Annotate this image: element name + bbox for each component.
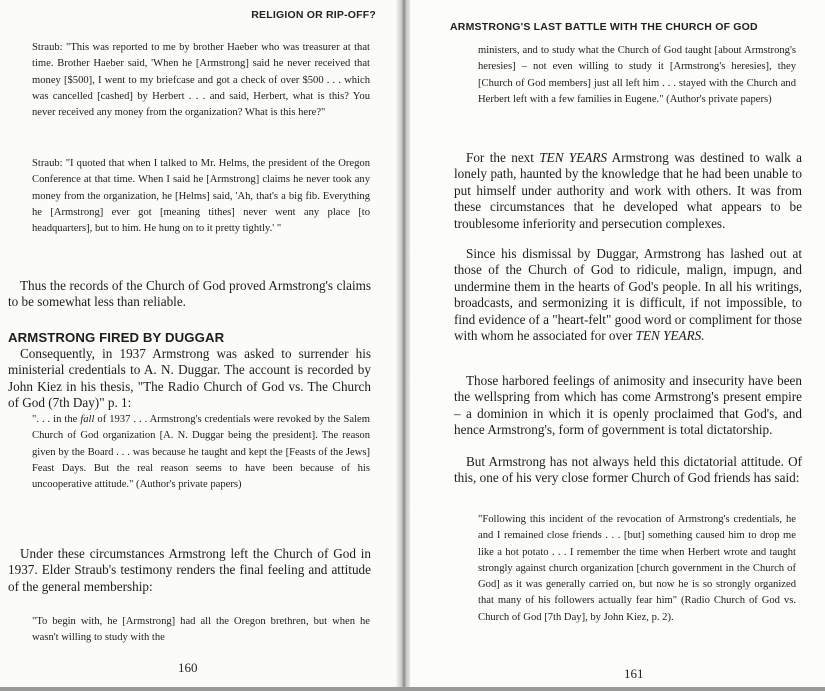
quote-begin-with: "To begin with, he [Armstrong] had all the Oregon brethren, but when he wasn't willing to study with the xyxy=(32,616,370,644)
paragraph-dismissal xyxy=(454,246,802,344)
left-quote-4 xyxy=(32,614,370,647)
right-page xyxy=(410,0,825,691)
para-1-post: Armstrong was destined to walk a lonely path, haunted by the knowledge that he had been unable to put himself under authority and work with others. It was from these circumstances that he developed what appears to be troublesome inferiority and persecution complexes. xyxy=(454,150,803,231)
left-page xyxy=(0,0,398,691)
left-running-header: RELIGION OR RIP-OFF? xyxy=(251,9,376,21)
page-number-right: 161 xyxy=(624,666,644,681)
section-heading: ARMSTRONG FIRED BY DUGGAR xyxy=(8,330,225,345)
right-paragraph-4 xyxy=(454,454,802,487)
right-paragraph-2 xyxy=(454,246,802,344)
left-quote-2 xyxy=(32,156,370,237)
quote-3-post: of 1937 . . . Armstrong's credentials were revoked by the Salem Church of God organization [A. N. Duggar being the president]. The reason given by the Board . . . was because he taught and kept the [Feasts of the Jews] Feast Days. But the real reason seems to have been because of his uncooperative attitude." (Author's private papers) xyxy=(32,414,371,491)
page-number-left: 160 xyxy=(178,660,198,675)
right-paragraph-3 xyxy=(454,373,802,439)
quote-kiez-credentials xyxy=(32,412,370,493)
left-quote-3 xyxy=(32,412,370,493)
left-paragraph-2 xyxy=(8,346,371,412)
right-running-header: ARMSTRONG'S LAST BATTLE WITH THE CHURCH OF GOD xyxy=(450,21,758,33)
quote-ministers: ministers, and to study what the Church of God taught [about Armstrong's heresies] – not even willing to study it [Armstrong's heresies], they [Church of God members] just all left him . . . stayed with the Church and Herbert left with a few families in Eugene." (Author's private papers) xyxy=(478,45,796,105)
quote-straub-haeber: Straub: "This was reported to me by brother Haeber who was treasurer at that time. Brother Haeber said, 'When he [Armstrong] said he never received that money [$500], I went to my briefcase and got a check of over $500 . . . which was cancelled [cashed] by Herbert . . . and said, Herbert, what is this? You never received any money from the organization? What is this here?" xyxy=(32,42,370,119)
quote-3-italic: fall xyxy=(80,414,95,425)
paragraph-circumstances: Under these circumstances Armstrong left the Church of God in 1937. Elder Straub's testimony renders the final feeling and attitude of the general membership: xyxy=(8,546,371,594)
para-2-pre: Since his dismissal by Duggar, Armstrong has lashed out at those of the Church of God to ridicule, malign, impugn, and undermine them in the hearts of God's people. In all his writings, broadcasts, and sermonizing it is difficult, if not impossible, to find evidence of a "heart-felt" good word or compliment for those with whom he associated for over xyxy=(454,246,802,344)
para-1-italic: TEN YEARS xyxy=(539,150,608,165)
left-paragraph-1 xyxy=(8,278,371,311)
paragraph-ten-years xyxy=(454,150,802,232)
para-1-pre: For the next xyxy=(466,150,540,165)
paragraph-animosity: Those harbored feelings of animosity and insecurity have been the wellspring from which has come Armstrong's present empire – a dominion in which it is openly proclaimed that God's, and hence Armstrong's, form of government is total dictatorship. xyxy=(454,373,802,438)
left-quote-1 xyxy=(32,40,370,121)
para-2-italic: TEN YEARS. xyxy=(635,328,705,344)
quote-hot-potato: "Following this incident of the revocation of Armstrong's credentials, he and I remained close friends . . . [but] something caused him to drop me like a hot potato . . . I remember the time when Herbert wrote and taught strongly against church organization [church government in the Church of God] as it was generally carried on, but now he is so strongly organized that many of his followers actually fear him" (Radio Church of God vs. Church of God [7th Day], by John Kiez, p. 2). xyxy=(478,514,796,623)
right-paragraph-1 xyxy=(454,150,802,232)
quote-3-pre: ". . . in the xyxy=(32,414,81,425)
right-quote-2 xyxy=(478,512,796,626)
bottom-edge-shadow xyxy=(0,687,825,691)
paragraph-records: Thus the records of the Church of God proved Armstrong's claims to be somewhat less than reliable. xyxy=(8,278,371,310)
left-paragraph-3 xyxy=(8,546,371,595)
paragraph-consequently: Consequently, in 1937 Armstrong was asked to surrender his ministerial credentials to A. N. Duggar. The account is recorded by John Kiez in his thesis, "The Radio Church of God vs. The Church of God (7th Day)" p. 1: xyxy=(8,346,371,411)
right-quote-1 xyxy=(478,43,796,108)
quote-straub-helms: Straub: "I quoted that when I talked to Mr. Helms, the president of the Oregon Conference at that time. When I said he [Armstrong] claims he never took any money from the organization, he [Helms] said, 'Ah, that's a big fib. Everything he [Armstrong] ever got [meaning tithes] never went any place [to headquarters], but to him. He hung on to it pretty tightly.' " xyxy=(32,158,370,235)
paragraph-dictatorial: But Armstrong has not always held this dictatorial attitude. Of this, one of his very close former Church of God friends has said: xyxy=(454,454,802,486)
